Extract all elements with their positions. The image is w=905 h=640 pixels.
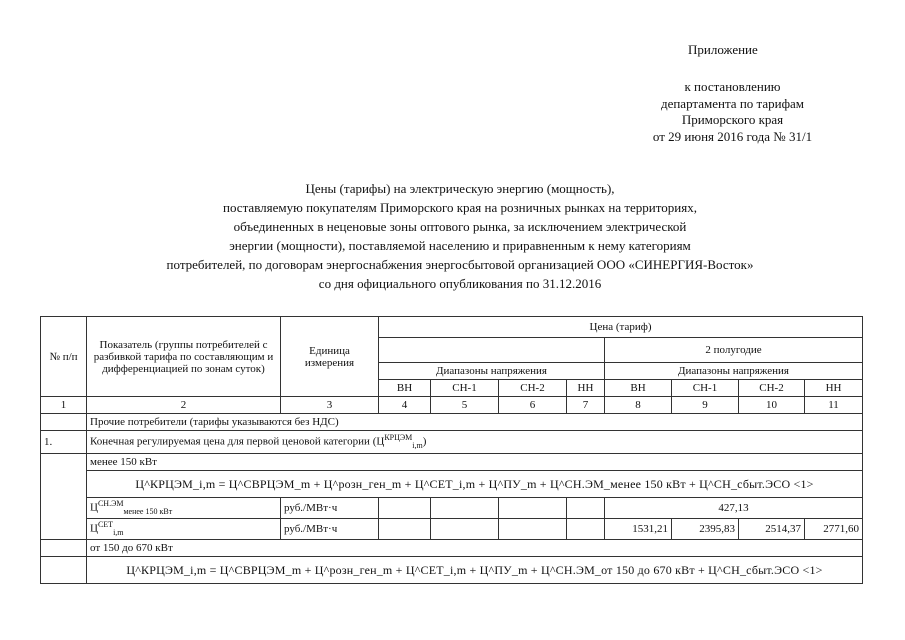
col-number: 9 (672, 397, 739, 414)
component-unit: руб./МВт·ч (281, 518, 379, 539)
title-line: поставляемую покупателям Приморского края на розничных рынках на территориях, (223, 200, 697, 215)
level-vn: ВН (605, 380, 672, 397)
empty-cell (499, 498, 567, 519)
level-sn2: СН-2 (499, 380, 567, 397)
resolution-block (600, 79, 865, 145)
final-price-row (87, 431, 863, 454)
empty-cell (41, 556, 87, 583)
row-number: 1. (41, 431, 87, 454)
col-number: 10 (739, 397, 805, 414)
col-number: 1 (41, 397, 87, 414)
col-number: 7 (567, 397, 605, 414)
col-number: 4 (379, 397, 431, 414)
document-title (90, 179, 830, 293)
resolution-line: к постановлению (684, 79, 781, 94)
component-unit: руб./МВт·ч (281, 498, 379, 519)
final-price-sub: i,m (412, 440, 423, 450)
header-ranges: Диапазоны напряжения (605, 363, 863, 380)
subgroup-label-150-670: от 150 до 670 кВт (87, 539, 863, 556)
annex-label: Приложение (688, 42, 758, 57)
component-sub: i,m (113, 527, 124, 537)
level-nn: НН (805, 380, 863, 397)
component-label (87, 518, 281, 539)
level-nn: НН (567, 380, 605, 397)
col-number: 8 (605, 397, 672, 414)
title-line: энергии (мощности), поставляемой населению и приравненным к нему категориям (229, 238, 691, 253)
final-price-sup: КРЦЭМ (384, 433, 413, 443)
empty-cell (379, 498, 431, 519)
resolution-line: Приморского края (681, 112, 784, 127)
formula-less-150: Ц^КРЦЭМ_i,m = Ц^СВРЦЭМ_m + Ц^розн_ген_m + Ц^СЕТ_i,m + Ц^ПУ_m + Ц^СН.ЭМ_менее 150 кВт + Ц^СН_сбыт.ЭСО <1> (87, 471, 863, 498)
value-nn: 2771,60 (805, 518, 863, 539)
level-sn1: СН-1 (431, 380, 499, 397)
value-vn: 1531,21 (605, 518, 672, 539)
level-vn: ВН (379, 380, 431, 397)
level-sn2: СН-2 (739, 380, 805, 397)
header-half-year: 2 полугодие (605, 338, 863, 363)
resolution-line: от 29 июня 2016 года № 31/1 (652, 128, 813, 144)
empty-cell (41, 539, 87, 556)
title-line: объединенных в неценовые зоны оптового рынка, за исключением электрической (233, 219, 687, 234)
col-number: 11 (805, 397, 863, 414)
col-number: 2 (87, 397, 281, 414)
final-price-close: ) (422, 435, 427, 448)
empty-cell (499, 518, 567, 539)
empty-cell (379, 518, 431, 539)
title-line: со дня официального опубликования по 31.12.2016 (318, 276, 602, 291)
empty-cell (567, 518, 605, 539)
subgroup-label-less-150: менее 150 кВт (87, 454, 863, 471)
empty-cell (431, 498, 499, 519)
component-label (87, 498, 281, 519)
component-sup: СЕТ (97, 519, 114, 529)
header-num: № п/п (41, 317, 87, 397)
merged-value: 427,13 (605, 498, 863, 519)
formula-150-670: Ц^КРЦЭМ_i,m = Ц^СВРЦЭМ_m + Ц^розн_ген_m + Ц^СЕТ_i,m + Ц^ПУ_m + Ц^СН.ЭМ_от 150 до 670 кВт + Ц^СН_сбыт.ЭСО <1> (87, 556, 863, 583)
component-name: Ц (90, 522, 98, 535)
value-sn1: 2395,83 (672, 518, 739, 539)
value-sn2: 2514,37 (739, 518, 805, 539)
empty-cell (41, 414, 87, 431)
header-indicator: Показатель (группы потребителей с разбивкой тарифа по составляющим и дифференциацией по зонам суток) (87, 317, 281, 397)
empty-cell (41, 454, 87, 540)
component-sub: менее 150 кВт (123, 506, 173, 516)
col-number: 6 (499, 397, 567, 414)
level-sn1: СН-1 (672, 380, 739, 397)
component-sup: СН.ЭМ (97, 499, 124, 508)
empty-cell (431, 518, 499, 539)
col-number: 5 (431, 397, 499, 414)
tariff-table (40, 316, 863, 584)
empty-cell (567, 498, 605, 519)
title-line: потребителей, по договорам энергоснабжения энергосбытовой организацией ООО «СИНЕРГИЯ-Восток» (166, 257, 754, 272)
header-unit: Единица измерения (281, 317, 379, 397)
resolution-line: департамента по тарифам (660, 95, 805, 111)
col-number: 3 (281, 397, 379, 414)
final-price-text: Конечная регулируемая цена для первой ценовой категории (Ц (90, 435, 385, 448)
other-consumers-row: Прочие потребители (тарифы указываются без НДС) (87, 414, 863, 431)
header-ranges: Диапазоны напряжения (379, 363, 605, 380)
header-price: Цена (тариф) (379, 317, 863, 338)
title-line: Цены (тарифы) на электрическую энергию (мощность), (305, 181, 615, 196)
component-name: Ц (90, 501, 98, 514)
header-empty (379, 338, 605, 363)
